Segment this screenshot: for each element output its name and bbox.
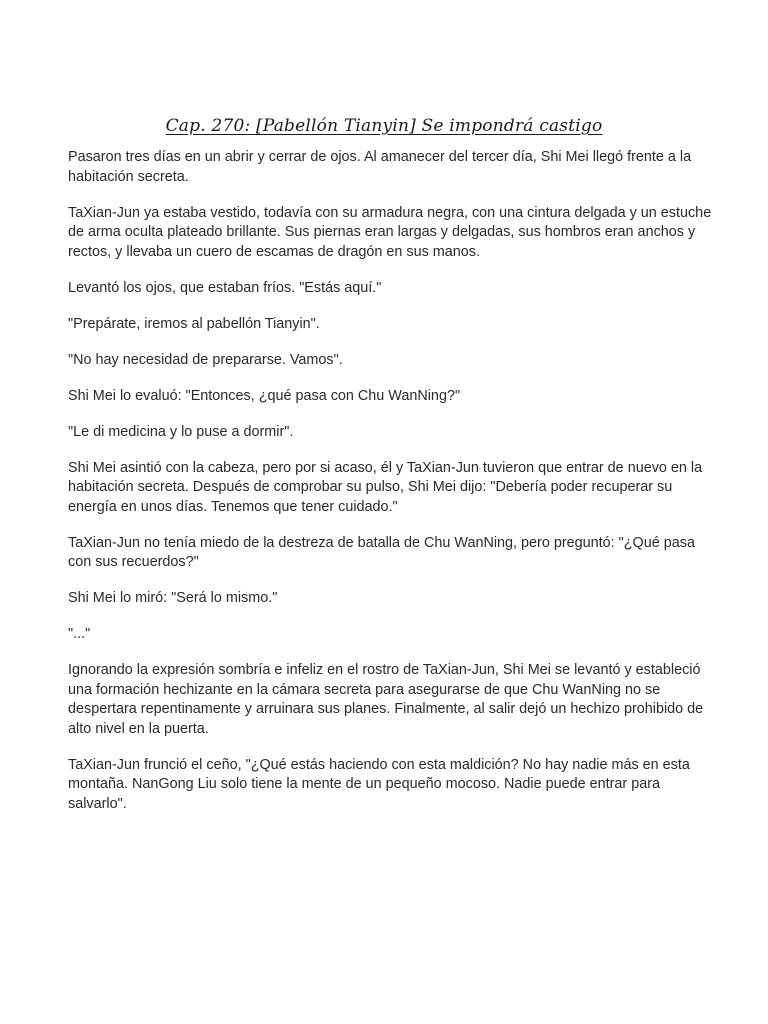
paragraph: TaXian-Jun no tenía miedo de la destreza de batalla de Chu WanNing, pero preguntó: "¿Qué pasa con sus recuerdos?" — [68, 534, 695, 570]
paragraph: "No hay necesidad de prepararse. Vamos". — [68, 351, 343, 368]
paragraph: Shi Mei asintió con la cabeza, pero por si acaso, él y TaXian-Jun tuvieron que entrar de nuevo en la habitación secreta. Después de comprobar su pulso, Shi Mei dijo: "Debería poder recuperar su energía en unos días. Tenemos que tener cuidado." — [68, 459, 703, 515]
paragraph: "Prepárate, iremos al pabellón Tianyin". — [68, 315, 320, 332]
chapter-body — [68, 148, 718, 831]
paragraph: Shi Mei lo miró: "Será lo mismo." — [68, 590, 278, 606]
paragraph: Levantó los ojos, que estaban fríos. "Estás aquí." — [68, 279, 382, 296]
paragraph: "..." — [68, 626, 91, 642]
paragraph: Ignorando la expresión sombría e infeliz en el rostro de TaXian-Jun, Shi Mei se levantó y estableció una formación hechizante en la cámara secreta para asegurarse de que Chu WanNing no se despertara repentinamente y arruinara sus planes. Finalmente, al salir dejó un hechizo prohibido de alto nivel en la puerta. — [68, 662, 704, 737]
paragraph: TaXian-Jun frunció el ceño, "¿Qué estás haciendo con esta maldición? No hay nadie más en esta montaña. NanGong Liu solo tiene la mente de un pequeño mocoso. Nadie puede entrar para salvarlo". — [68, 756, 690, 812]
paragraph: Pasaron tres días en un abrir y cerrar de ojos. Al amanecer del tercer día, Shi Mei llegó frente a la habitación secreta. — [68, 149, 692, 185]
paragraph: TaXian-Jun ya estaba vestido, todavía con su armadura negra, con una cintura delgada y un estuche de arma oculta plateado brillante. Sus piernas eran largas y delgadas, sus hombros eran anchos y rectos, y llevaba un cuero de escamas de dragón en sus manos. — [68, 204, 712, 260]
chapter-title: Cap. 270: [Pabellón Tianyin] Se impondrá castigo — [165, 116, 603, 136]
paragraph: Shi Mei lo evaluó: "Entonces, ¿qué pasa con Chu WanNing?" — [68, 387, 461, 404]
paragraph: "Le di medicina y lo puse a dormir". — [68, 423, 294, 440]
